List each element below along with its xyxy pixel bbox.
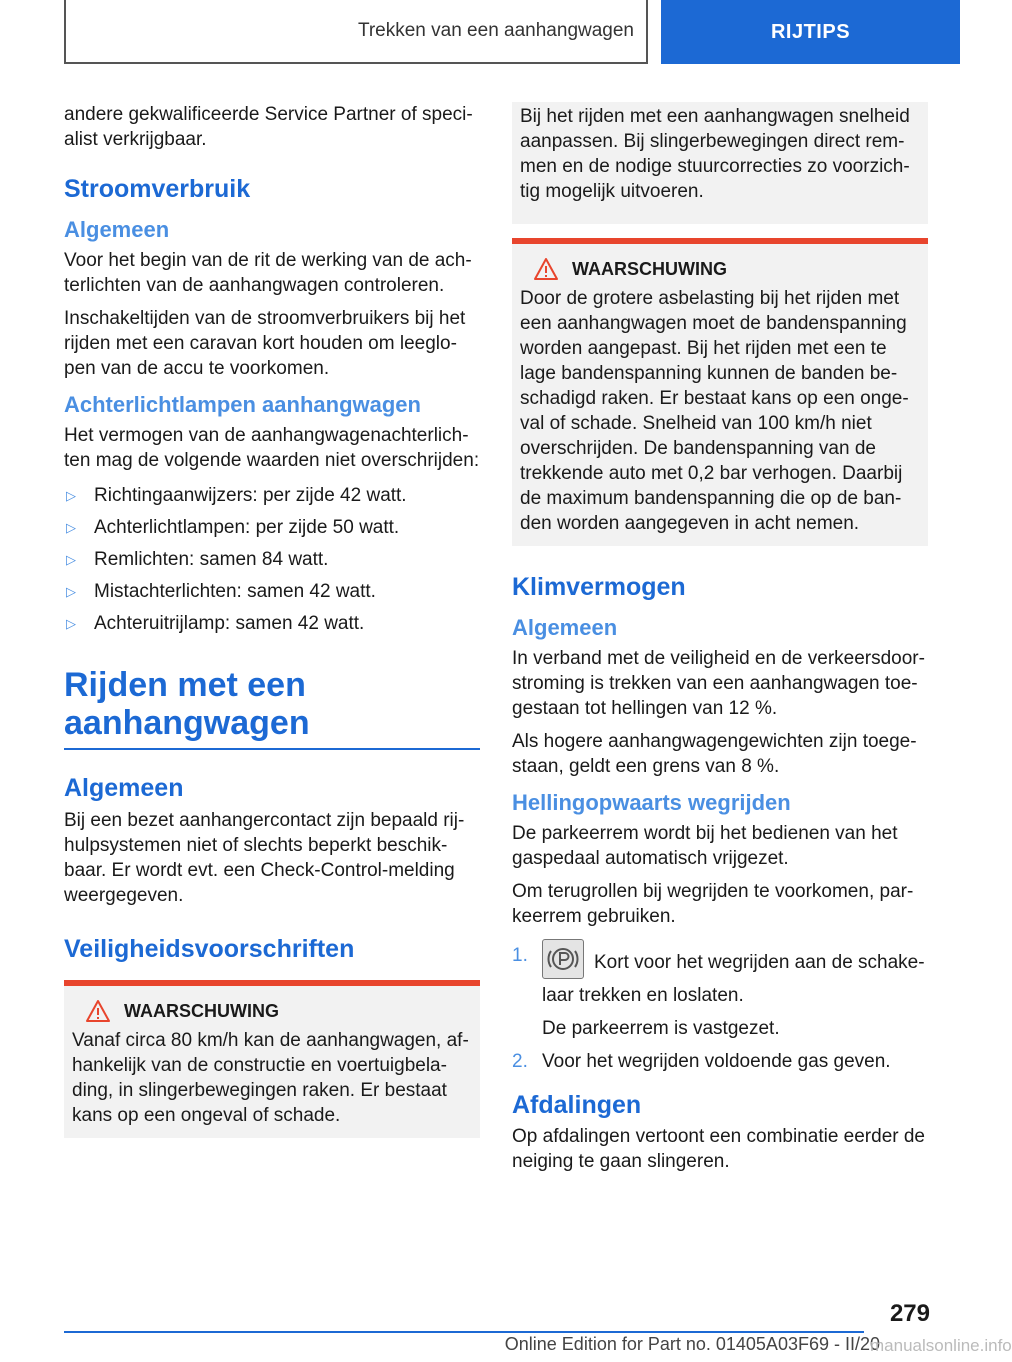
footer-edition-text: Online Edition for Part no. 01405A03F69 - II/20 bbox=[504, 1334, 880, 1354]
paragraph: Als hogere aanhangwagengewichten zijn toegestaan, geldt een grens van 8 %. bbox=[512, 731, 917, 777]
list-item: 1. Kort voor het wegrijden aan de schakelaar trekken en loslaten. De parkeerrem is vastgezet. bbox=[512, 943, 928, 1041]
list-item: ▷ Mistachterlichten: samen 42 watt. bbox=[66, 581, 376, 602]
list-item: 2. Voor het wegrijden voldoende gas geven. bbox=[512, 1051, 891, 1072]
triangle-bullet-icon: ▷ bbox=[66, 488, 76, 503]
list-item: ▷ Remlichten: samen 84 watt. bbox=[66, 549, 329, 570]
step-sub-text: De parkeerrem is vastgezet. bbox=[542, 1018, 780, 1039]
triangle-bullet-icon: ▷ bbox=[66, 584, 76, 599]
chapter-tab-label: RIJTIPS bbox=[770, 20, 851, 43]
list-item: ▷ Richtingaanwijzers: per zijde 42 watt. bbox=[66, 485, 407, 506]
watermark: manualsonline.info bbox=[870, 1336, 1012, 1355]
subheading-algemeen: Algemeen bbox=[64, 774, 184, 802]
heading-stroomverbruik: Stroomverbruik bbox=[64, 175, 251, 203]
warning-title: WAARSCHUWING bbox=[520, 258, 920, 280]
steps-list bbox=[512, 943, 928, 1074]
paragraph: Op afdalingen vertoont een combinatie eerder de neiging te gaan slingeren. bbox=[512, 1126, 925, 1172]
warning-title: WAARSCHUWING bbox=[72, 1000, 472, 1022]
warning-box-continuation bbox=[512, 102, 928, 224]
list-item: ▷ Achteruitrijlamp: samen 42 watt. bbox=[66, 613, 365, 634]
warning-text: Bij het rijden met een aanhangwagen snelheid aanpassen. Bij slingerbewegingen direct remmen en de nodige stuurcorrecties zo voorzichtig mogelijk uitvoeren. bbox=[520, 106, 910, 202]
paragraph: Bij een bezet aanhangercontact zijn bepaald rijhulpsystemen niet of slechts beperkt beschikbaar. Er wordt evt. een Check-Control-melding weergegeven. bbox=[64, 810, 465, 906]
triangle-bullet-icon: ▷ bbox=[66, 616, 76, 631]
right-column bbox=[512, 102, 928, 1182]
triangle-bullet-icon: ▷ bbox=[66, 520, 76, 535]
step-number: 1. bbox=[512, 945, 528, 966]
paragraph: In verband met de veiligheid en de verkeersdoorstroming is trekken van een aanhangwagen toegestaan tot hellingen van 12 %. bbox=[512, 648, 925, 719]
warning-triangle-icon bbox=[86, 1000, 110, 1022]
warning-box bbox=[512, 238, 928, 546]
parking-brake-switch-icon bbox=[542, 939, 584, 979]
page-number: 279 bbox=[889, 1300, 930, 1327]
subheading-algemeen: Algemeen bbox=[64, 217, 170, 242]
warning-triangle-icon bbox=[534, 258, 558, 280]
heading-afdalingen: Afdalingen bbox=[512, 1091, 642, 1119]
paragraph: Om terugrollen bij wegrijden te voorkomen, parkeerrem gebruiken. bbox=[512, 881, 914, 927]
heading-klimvermogen: Klimvermogen bbox=[512, 573, 686, 601]
heading-rijden-met-aanhangwagen: Rijden met een aanhangwagen bbox=[64, 666, 480, 750]
step-number: 2. bbox=[512, 1051, 528, 1072]
subheading-algemeen: Algemeen bbox=[512, 615, 618, 640]
header-section-box bbox=[64, 0, 648, 64]
subheading-hellingopwaarts: Hellingopwaarts wegrijden bbox=[512, 790, 791, 815]
warning-text: Door de grotere asbelasting bij het rijden met een aanhangwagen moet de bandenspanning worden aangepast. Bij het rijden met een te lage bandenspanning kunnen de banden beschadigd raken. Er bestaat kans op een ongeval of schade. Snelheid van 100 km/h niet overschrijden. De bandenspanning van de trekkende auto met 0,2 bar verhogen. Daarbij de maximum bandenspanning die op de banden worden aangegeven in acht nemen. bbox=[520, 288, 909, 534]
triangle-bullet-icon: ▷ bbox=[66, 552, 76, 567]
heading-veiligheidsvoorschriften: Veiligheidsvoorschriften bbox=[64, 935, 355, 963]
warning-box bbox=[64, 980, 480, 1138]
header-section-title: Trekken van een aanhangwagen bbox=[357, 20, 634, 41]
paragraph-intro: andere gekwalificeerde Service Partner of specialist verkrijgbaar. bbox=[64, 104, 473, 150]
paragraph: Inschakeltijden van de stroomverbruikers bij het rijden met een caravan kort houden om leeglopen van de accu te voorkomen. bbox=[64, 308, 466, 379]
paragraph: De parkeerrem wordt bij het bedienen van het gaspedaal automatisch vrijgezet. bbox=[512, 823, 898, 869]
list-item: ▷ Achterlichtlampen: per zijde 50 watt. bbox=[66, 517, 400, 538]
header-chapter-tab[interactable] bbox=[661, 0, 960, 64]
warning-text: Vanaf circa 80 km/h kan de aanhangwagen, afhankelijk van de constructie en voertuigbelading, in slingerbewegingen raken. Er bestaat kans op een ongeval of schade. bbox=[72, 1030, 469, 1126]
footer-divider bbox=[64, 1331, 864, 1333]
paragraph: Voor het begin van de rit de werking van de achterlichten van de aanhangwagen controleren. bbox=[64, 250, 472, 296]
subheading-achterlichtlampen: Achterlichtlampen aanhangwagen bbox=[64, 392, 421, 417]
wattage-list bbox=[64, 483, 480, 636]
paragraph: Het vermogen van de aanhangwagenachterlichten mag de volgende waarden niet overschrijden: bbox=[64, 425, 480, 471]
left-column bbox=[64, 102, 480, 1138]
